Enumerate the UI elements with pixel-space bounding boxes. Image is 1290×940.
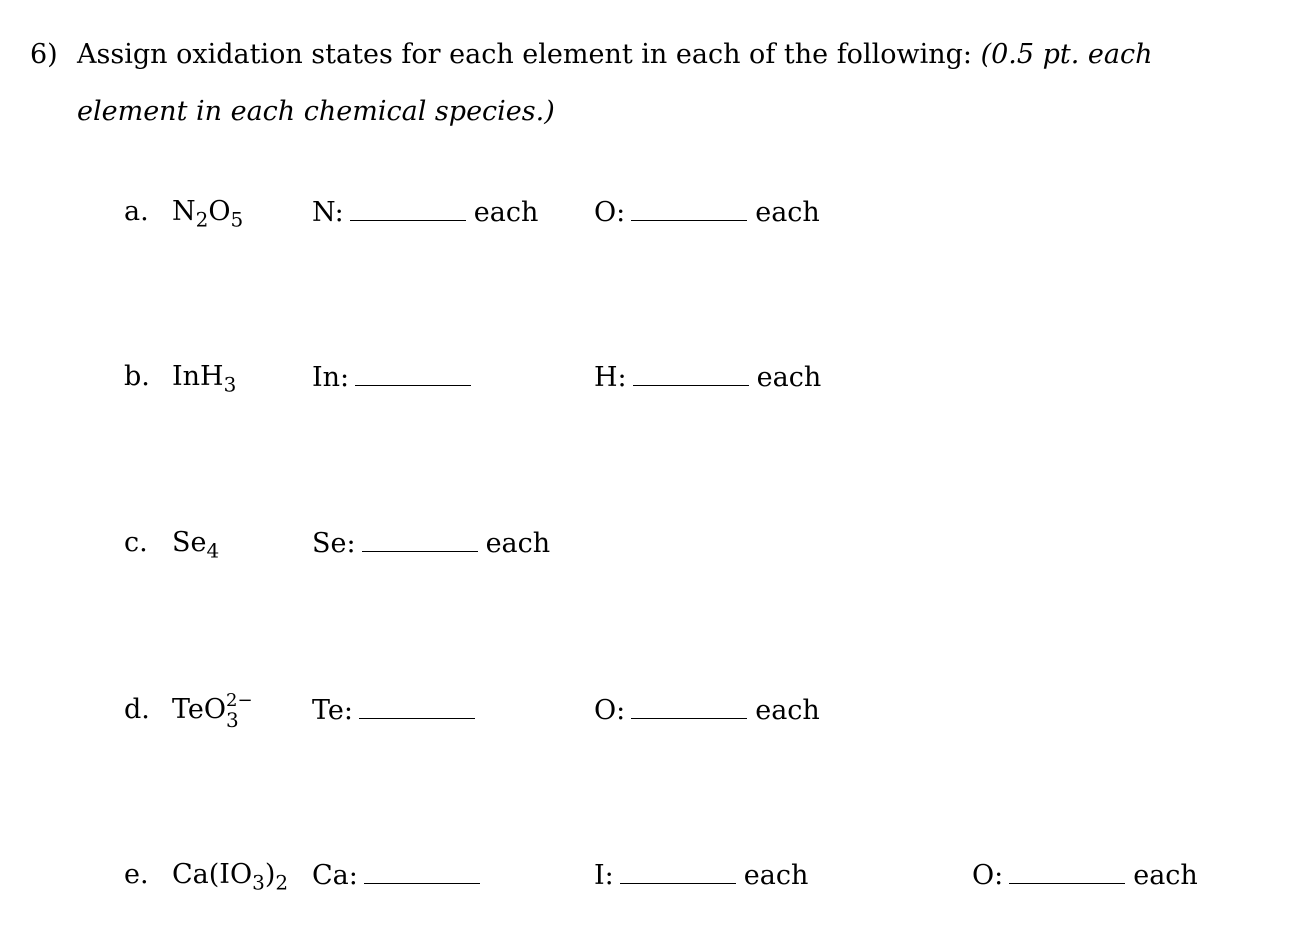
field-suffix: each bbox=[755, 695, 820, 726]
answer-blank[interactable] bbox=[350, 192, 466, 221]
field-label: Te: bbox=[312, 695, 353, 726]
answer-blank[interactable] bbox=[359, 690, 475, 719]
chemical-formula: TeO 2− 3 bbox=[172, 690, 253, 732]
item-letter: b. bbox=[124, 361, 150, 392]
field-suffix: each bbox=[485, 528, 551, 559]
answer-blank[interactable] bbox=[631, 690, 747, 719]
field-label: H: bbox=[594, 362, 627, 393]
answer-field-n bbox=[312, 192, 538, 233]
question-point-note: (0.5 pt. each element in each chemical species.) bbox=[77, 39, 1153, 127]
answer-blank[interactable] bbox=[631, 192, 747, 221]
answer-field-in bbox=[312, 357, 479, 398]
chemical-formula: InH$_3$ bbox=[172, 361, 237, 397]
field-label: Se: bbox=[312, 528, 356, 559]
answer-field-i bbox=[594, 855, 808, 896]
answer-blank[interactable] bbox=[633, 357, 749, 386]
answer-blank[interactable] bbox=[1009, 855, 1125, 884]
field-label: O: bbox=[594, 695, 626, 726]
field-label: In: bbox=[312, 362, 350, 393]
field-label: O: bbox=[972, 860, 1004, 891]
item-letter: c. bbox=[124, 527, 148, 558]
field-label: O: bbox=[594, 197, 626, 228]
question-prompt bbox=[77, 26, 1267, 140]
answer-blank[interactable] bbox=[362, 523, 478, 552]
field-suffix: each bbox=[756, 362, 822, 393]
field-label: N: bbox=[312, 197, 344, 228]
item-letter: e. bbox=[124, 859, 149, 890]
question-number: 6) bbox=[30, 39, 58, 70]
item-b bbox=[0, 357, 1290, 397]
item-d bbox=[0, 690, 1290, 730]
answer-field-te bbox=[312, 690, 483, 731]
answer-field-ca bbox=[312, 855, 488, 896]
item-letter: d. bbox=[124, 694, 150, 725]
field-suffix: each bbox=[755, 197, 820, 228]
chemical-formula: $Se_4$ bbox=[172, 527, 220, 563]
answer-field-o bbox=[594, 192, 820, 233]
item-e bbox=[0, 855, 1290, 895]
item-a bbox=[0, 192, 1290, 232]
field-suffix: each bbox=[1133, 860, 1198, 891]
field-label: Ca: bbox=[312, 860, 358, 891]
item-c bbox=[0, 523, 1290, 563]
field-label: I: bbox=[594, 860, 614, 891]
answer-blank[interactable] bbox=[364, 855, 480, 884]
question-text: Assign oxidation states for each element in each of the following: bbox=[77, 39, 981, 70]
answer-field-o bbox=[594, 690, 820, 731]
field-suffix: each bbox=[473, 197, 539, 228]
field-suffix: each bbox=[743, 860, 809, 891]
answer-blank[interactable] bbox=[620, 855, 736, 884]
answer-field-h bbox=[594, 357, 821, 398]
answer-field-se bbox=[312, 523, 550, 564]
answer-blank[interactable] bbox=[355, 357, 471, 386]
item-letter: a. bbox=[124, 196, 149, 227]
answer-field-o bbox=[972, 855, 1198, 896]
chemical-formula: $N_2O_5$ bbox=[172, 196, 244, 232]
chemical-formula: $Ca(IO_3)_2$ bbox=[172, 859, 289, 895]
